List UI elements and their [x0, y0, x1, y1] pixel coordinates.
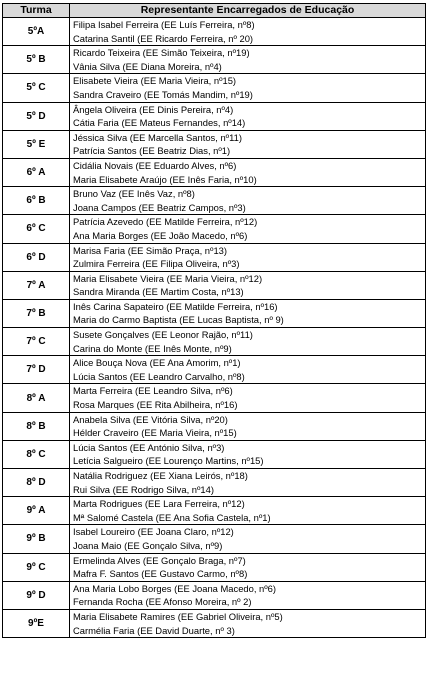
table-row — [3, 412, 426, 440]
turma-cell: 5º B — [3, 46, 70, 74]
representative-entry: Letícia Salgueiro (EE Lourenço Martins, nº15) — [73, 455, 264, 467]
representative-entry: Anabela Silva (EE Vitória Silva, nº20) — [73, 413, 228, 425]
representative-entry: Patrícia Santos (EE Beatriz Dias, nº1) — [73, 145, 231, 157]
representative-entry: Marta Ferreira (EE Leandro Silva, nº6) — [73, 385, 233, 397]
representatives-cell — [70, 609, 426, 637]
turma-cell: 8º B — [3, 412, 70, 440]
representative-entry: Cátia Faria (EE Mateus Fernandes, nº14) — [73, 117, 246, 129]
representative-entry: Hélder Craveiro (EE Maria Vieira, nº15) — [73, 427, 237, 439]
representatives-cell — [70, 74, 426, 102]
representative-entry: Elisabete Vieira (EE Maria Vieira, nº15) — [73, 75, 237, 87]
representantes-header: Representante Encarregados de Educação — [70, 4, 426, 18]
table-row — [3, 356, 426, 384]
representatives-cell — [70, 469, 426, 497]
representatives-cell — [70, 525, 426, 553]
representatives-cell — [70, 187, 426, 215]
representatives-cell — [70, 130, 426, 158]
representative-entry: Vânia Silva (EE Diana Moreira, nº4) — [73, 60, 222, 72]
representatives-cell — [70, 581, 426, 609]
representatives-cell — [70, 497, 426, 525]
representative-entry: Ermelinda Alves (EE Gonçalo Braga, nº7) — [73, 554, 246, 566]
representatives-cell — [70, 215, 426, 243]
representatives-cell — [70, 553, 426, 581]
table-row — [3, 46, 426, 74]
table-row — [3, 187, 426, 215]
representatives-cell — [70, 102, 426, 130]
turma-cell: 8º D — [3, 469, 70, 497]
header-row — [3, 4, 426, 18]
representative-entry: Sandra Craveiro (EE Tomás Mandim, nº19) — [73, 88, 253, 100]
representative-entry: Isabel Loureiro (EE Joana Claro, nº12) — [73, 526, 234, 538]
representative-entry: Joana Maio (EE Gonçalo Silva, nº9) — [73, 539, 223, 551]
representatives-cell — [70, 299, 426, 327]
representative-entry: Lúcia Santos (EE Leandro Carvalho, nº8) — [73, 370, 245, 382]
representative-entry: Rosa Marques (EE Rita Abilheira, nº16) — [73, 399, 238, 411]
turma-cell: 9ºE — [3, 609, 70, 637]
turma-header: Turma — [3, 4, 70, 18]
representative-entry: Maria Elisabete Ramires (EE Gabriel Oliveira, nº5) — [73, 610, 283, 622]
table-row — [3, 469, 426, 497]
representative-entry: Lúcia Santos (EE António Silva, nº3) — [73, 441, 225, 453]
table-row — [3, 18, 426, 46]
turma-cell: 7º B — [3, 299, 70, 327]
table-row — [3, 299, 426, 327]
representatives-cell — [70, 328, 426, 356]
representatives-table-wrapper — [2, 3, 426, 638]
representatives-cell — [70, 46, 426, 74]
table-body — [3, 18, 426, 638]
representative-entry: Patrícia Azevedo (EE Matilde Ferreira, nº12) — [73, 216, 258, 228]
representatives-cell — [70, 412, 426, 440]
representative-entry: Mafra F. Santos (EE Gustavo Carmo, nº8) — [73, 568, 248, 580]
turma-cell: 6º A — [3, 158, 70, 186]
representative-entry: Marta Rodrigues (EE Lara Ferreira, nº12) — [73, 498, 245, 510]
representative-entry: Joana Campos (EE Beatriz Campos, nº3) — [73, 201, 246, 213]
table-row — [3, 525, 426, 553]
turma-cell: 6º C — [3, 215, 70, 243]
representatives-cell — [70, 384, 426, 412]
representative-entry: Maria Elisabete Araújo (EE Inês Faria, nº10) — [73, 173, 257, 185]
representative-entry: Alice Bouça Nova (EE Ana Amorim, nº1) — [73, 357, 241, 369]
representative-entry: Carina do Monte (EE Inês Monte, nº9) — [73, 342, 232, 354]
turma-cell: 9º D — [3, 581, 70, 609]
representative-entry: Ângela Oliveira (EE Dinis Pereira, nº4) — [73, 103, 234, 115]
turma-cell: 8º A — [3, 384, 70, 412]
representative-entry: Catarina Santil (EE Ricardo Ferreira, nº 20) — [73, 32, 254, 44]
turma-cell: 5ºA — [3, 18, 70, 46]
representative-entry: Jéssica Silva (EE Marcella Santos, nº11) — [73, 131, 242, 143]
representative-entry: Ana Maria Lobo Borges (EE Joana Macedo, nº6) — [73, 582, 277, 594]
table-row — [3, 440, 426, 468]
turma-cell: 7º C — [3, 328, 70, 356]
turma-cell: 9º C — [3, 553, 70, 581]
turma-cell: 5º D — [3, 102, 70, 130]
representatives-cell — [70, 158, 426, 186]
representatives-cell — [70, 356, 426, 384]
representatives-cell — [70, 18, 426, 46]
table-row — [3, 271, 426, 299]
representatives-table — [2, 3, 426, 638]
table-row — [3, 328, 426, 356]
representative-entry: Carmélia Faria (EE David Duarte, nº 3) — [73, 624, 235, 636]
turma-cell: 6º B — [3, 187, 70, 215]
representative-entry: Marisa Faria (EE Simão Praça, nº13) — [73, 244, 227, 256]
turma-cell: 6º D — [3, 243, 70, 271]
representative-entry: Bruno Vaz (EE Inês Vaz, nº8) — [73, 188, 195, 200]
turma-cell: 9º B — [3, 525, 70, 553]
table-row — [3, 609, 426, 637]
turma-cell: 7º A — [3, 271, 70, 299]
representative-entry: Fernanda Rocha (EE Afonso Moreira, nº 2) — [73, 596, 252, 608]
table-row — [3, 130, 426, 158]
representatives-cell — [70, 243, 426, 271]
representative-entry: Maria Elisabete Vieira (EE Maria Vieira, nº12) — [73, 272, 263, 284]
representative-entry: Natália Rodriguez (EE Xiana Leirós, nº18) — [73, 470, 248, 481]
turma-cell: 5º C — [3, 74, 70, 102]
table-row — [3, 384, 426, 412]
table-row — [3, 553, 426, 581]
representative-entry: Ricardo Teixeira (EE Simão Teixeira, nº19) — [73, 47, 250, 59]
representative-entry: Cidália Novais (EE Eduardo Alves, nº6) — [73, 159, 237, 171]
turma-cell: 9º A — [3, 497, 70, 525]
representatives-cell — [70, 440, 426, 468]
table-row — [3, 215, 426, 243]
representative-entry: Maria do Carmo Baptista (EE Lucas Baptista, nº 9) — [73, 314, 284, 326]
representative-entry: Rui Silva (EE Rodrigo Silva, nº14) — [73, 483, 214, 495]
representative-entry: Susete Gonçalves (EE Leonor Rajão, nº11) — [73, 329, 253, 341]
table-row — [3, 102, 426, 130]
representative-entry: Sandra Miranda (EE Martim Costa, nº13) — [73, 286, 244, 298]
turma-cell: 5º E — [3, 130, 70, 158]
representatives-cell — [70, 271, 426, 299]
table-row — [3, 74, 426, 102]
representative-entry: Inês Carina Sapateiro (EE Matilde Ferreira, nº16) — [73, 300, 278, 312]
representative-entry: Filipa Isabel Ferreira (EE Luís Ferreira, nº8) — [73, 19, 255, 30]
table-row — [3, 158, 426, 186]
turma-cell: 7º D — [3, 356, 70, 384]
table-row — [3, 581, 426, 609]
table-row — [3, 497, 426, 525]
representative-entry: Mª Salomé Castela (EE Ana Sofia Castela, nº1) — [73, 511, 271, 523]
representative-entry: Ana Maria Borges (EE João Macedo, nº6) — [73, 229, 248, 241]
table-row — [3, 243, 426, 271]
turma-cell: 8º C — [3, 440, 70, 468]
representative-entry: Zulmira Ferreira (EE Filipa Oliveira, nº3) — [73, 258, 240, 270]
